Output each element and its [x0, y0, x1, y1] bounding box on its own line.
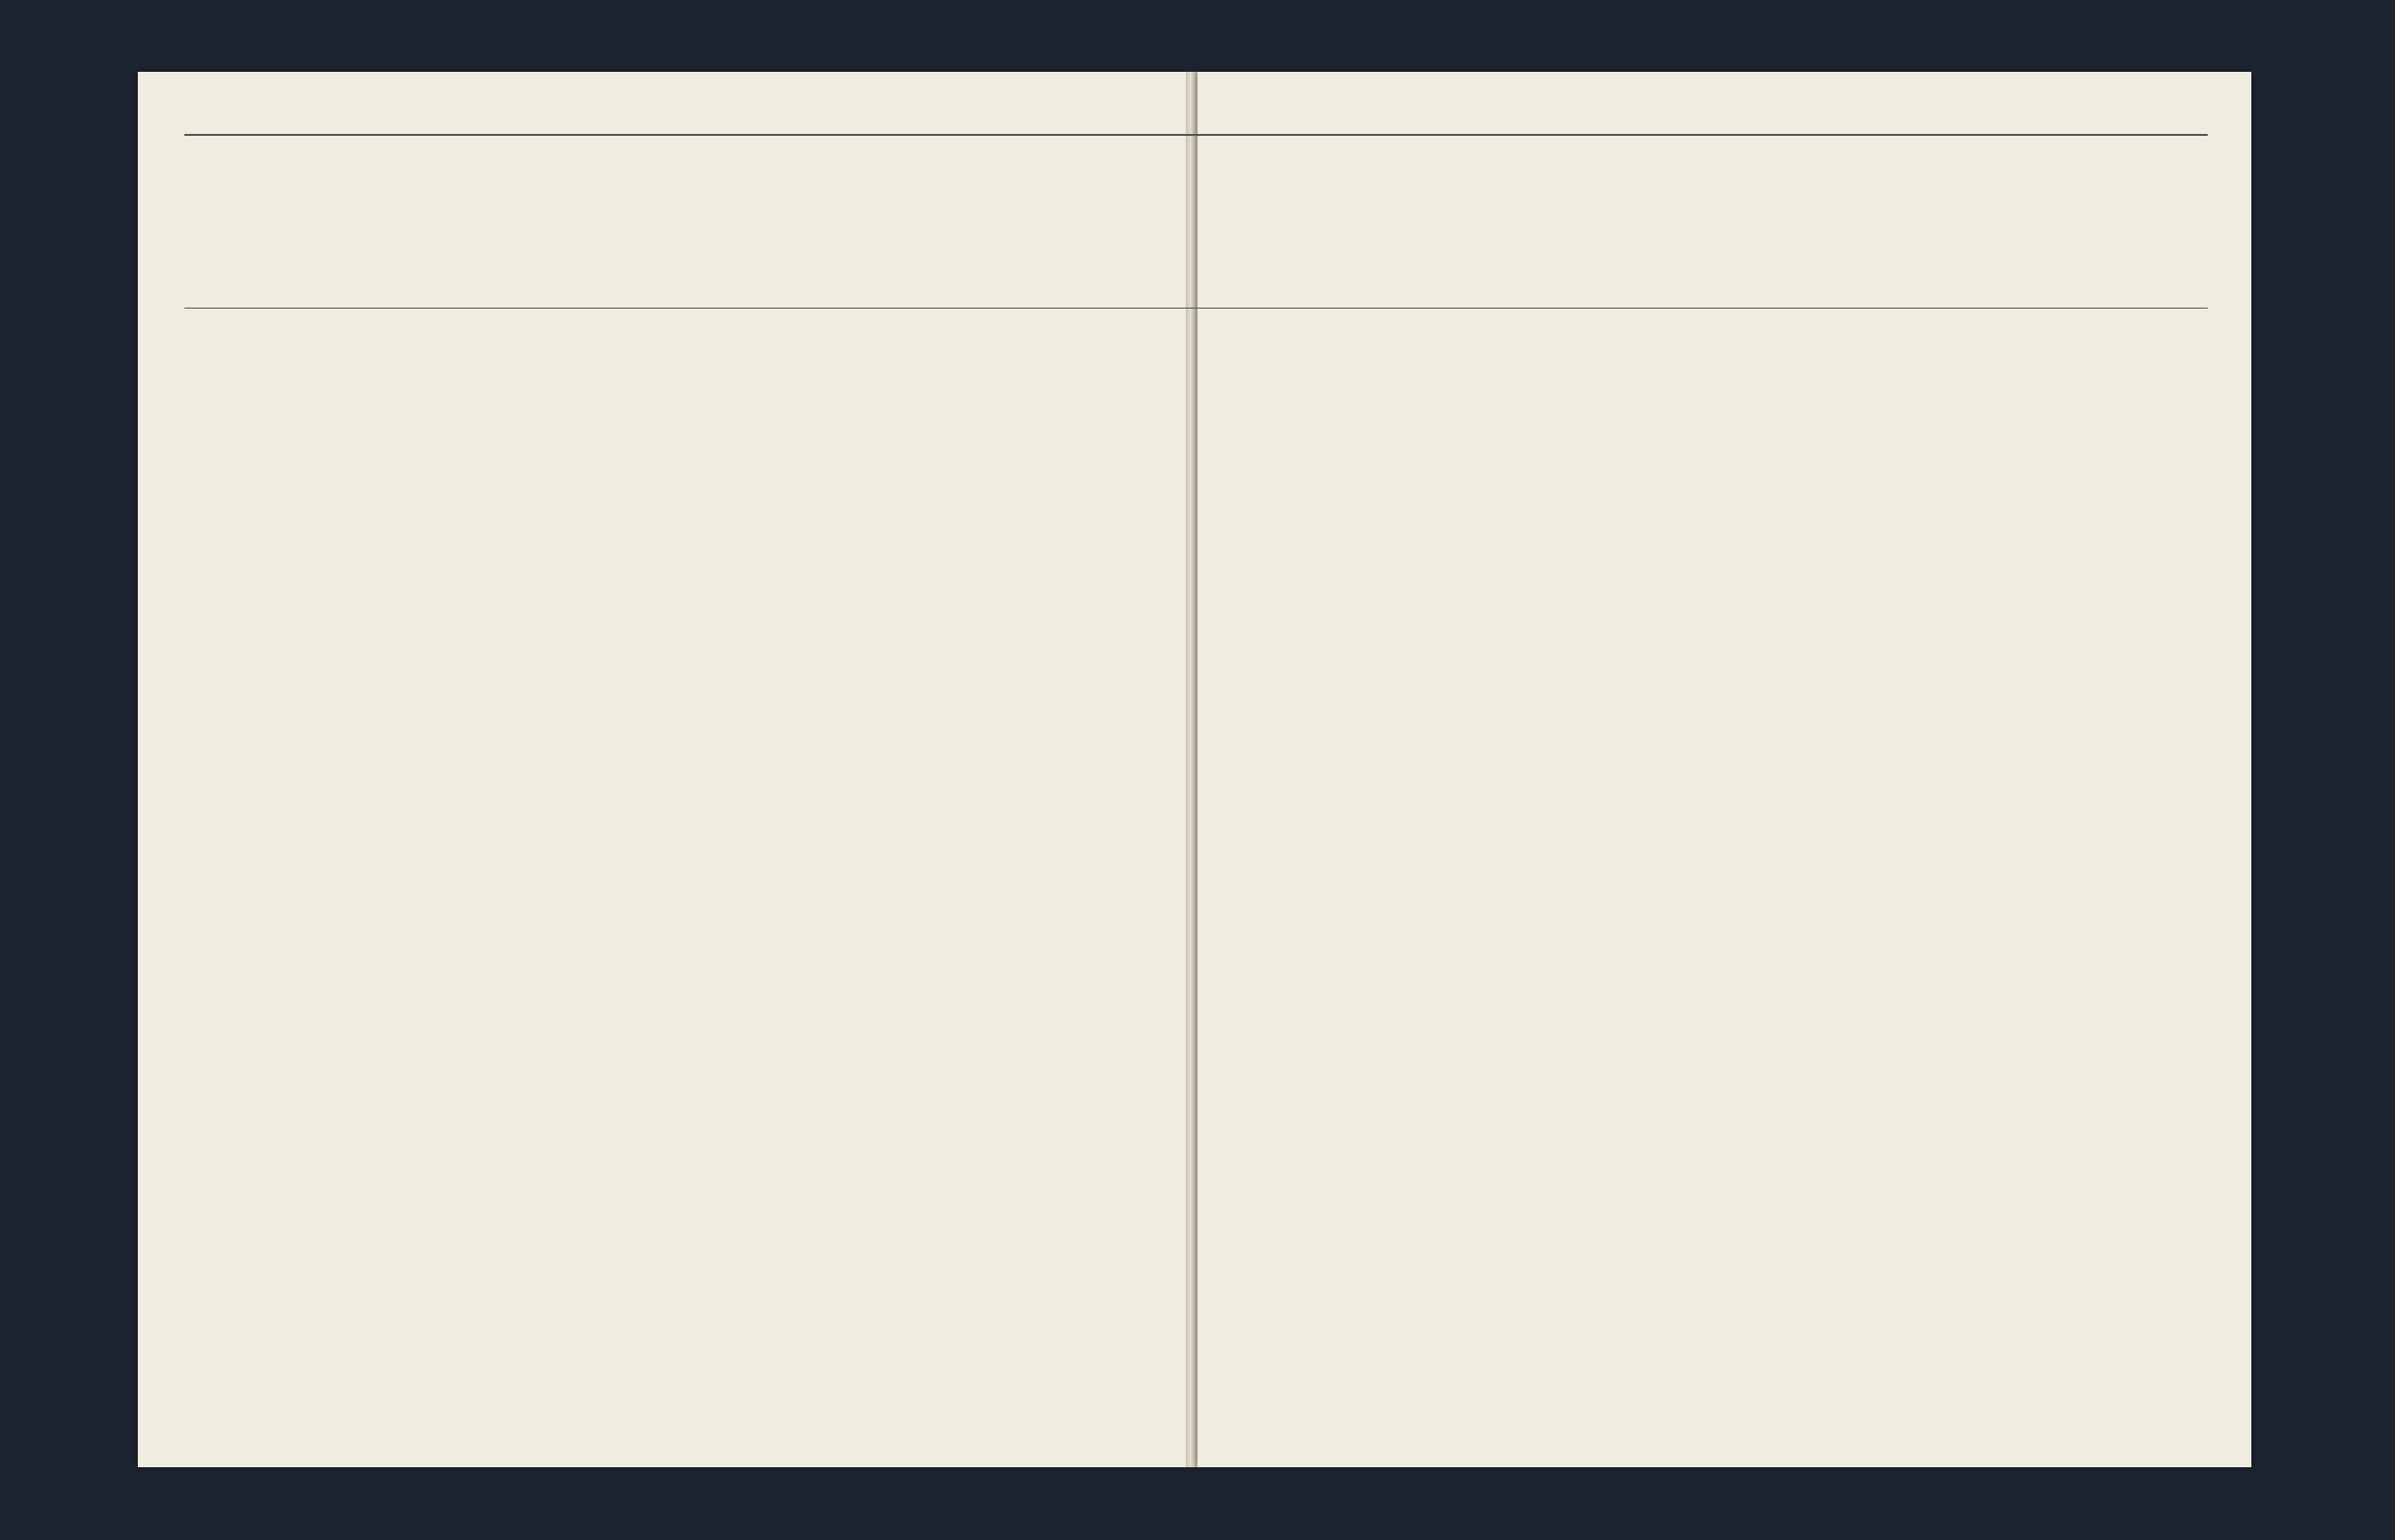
header-area	[184, 134, 2208, 309]
table-header	[184, 134, 2208, 309]
